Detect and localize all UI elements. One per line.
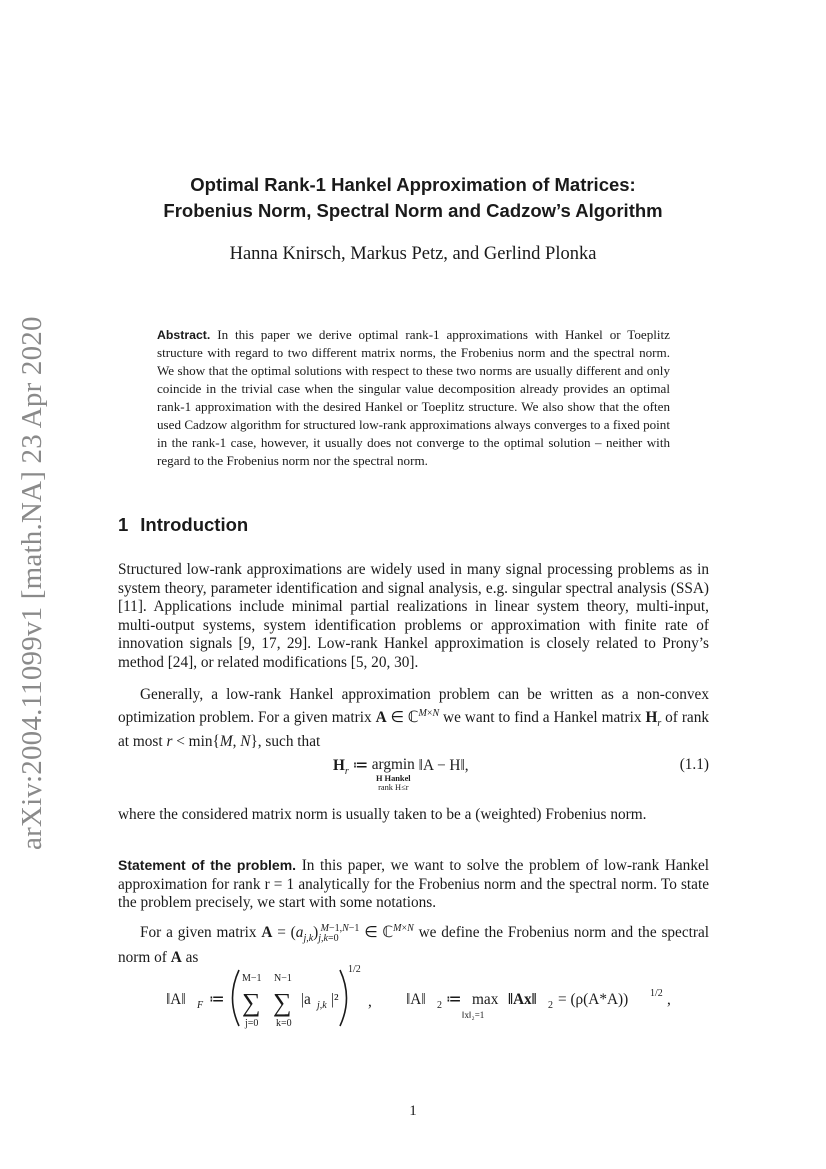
frob-assign: ≔	[209, 991, 225, 1008]
p5-text-2: we define the Frobenius norm and the spectral norm of	[118, 924, 710, 966]
eq1-cond-1: H Hankel	[375, 774, 411, 783]
abstract	[157, 326, 670, 470]
paragraph-5: For a given matrix $A = (a_{j,k})_{j,k=0}^{M-1,N-1}$ ∈ ℂ$^{M\times N}$ we define the Frobenius norm and the spectral norm of A as	[118, 923, 710, 966]
sum1-top: M−1	[242, 973, 262, 984]
statement-label: Statement of the problem.	[118, 857, 297, 873]
p2-text-4: , such that	[257, 733, 321, 751]
term-sq: |²	[331, 991, 339, 1008]
right-paren	[340, 970, 347, 1026]
spec-mid: ‖Ax‖	[508, 991, 537, 1008]
term: |a	[301, 991, 311, 1008]
section-number: 1	[118, 514, 129, 535]
p5-text-3: as	[181, 948, 199, 966]
frob-power: 1/2	[348, 964, 361, 975]
p5-text-1: For a given matrix	[140, 924, 262, 942]
sum1-bot: j=0	[245, 1018, 259, 1029]
sum2-bot: k=0	[276, 1018, 292, 1029]
sum2-sigma: ∑	[273, 988, 292, 1017]
left-paren	[233, 970, 240, 1026]
eq1-lhs: H	[333, 757, 345, 774]
spec-rhs: = (ρ(A*A))	[558, 991, 629, 1008]
spec-rhs-sup: 1/2	[650, 988, 663, 999]
sum2-top: N−1	[274, 973, 292, 984]
sum1-sigma: ∑	[242, 988, 261, 1017]
eq2-end: ,	[667, 991, 671, 1008]
term-sub: j,k	[317, 1000, 327, 1011]
paragraph-1: Structured low-rank approximations are widely used in many signal processing problems as in system theory, parameter identification and signal analysis, e.g. singular spectral analysis (SSA) [11]. Applications include minimal partial realizations in linear system theory, multi-input, multi-output systems, system identification problems or approximation with finite rate of innovation signals [9, 17, 29]. Low-rank Hankel approximation is closely related to Prony’s method [24], or related modifications [5, 20, 30].	[118, 561, 709, 671]
equation-1-1	[118, 756, 709, 796]
spec-assign: ≔	[446, 991, 462, 1008]
paragraph-3: where the considered matrix norm is usually taken to be a (weighted) Frobenius norm.	[118, 806, 647, 823]
frob-lhs: ‖A‖	[166, 991, 186, 1008]
paragraph-2: Generally, a low-rank Hankel approximation problem can be written as a non-convex optimization problem. For a given matrix A ∈ ℂ$^{M\times N}$ we want to find a Hankel matrix $H_r$ of rank at most r < min{M, N}, such that	[118, 686, 709, 751]
eq1-op: argmin	[371, 756, 415, 773]
title-line-1: Optimal Rank-1 Hankel Approximation of Matrices:	[190, 174, 636, 195]
eq1-expr: ‖A − H‖,	[418, 757, 469, 774]
section-title: Introduction	[140, 514, 249, 535]
spec-sub: 2	[437, 1000, 442, 1011]
eq2-sep: ,	[368, 993, 372, 1010]
spec-lhs: ‖A‖	[406, 991, 426, 1008]
page-number: 1	[409, 1103, 417, 1119]
authors: Hanna Knirsch, Markus Petz, and Gerlind Plonka	[229, 244, 597, 264]
eq1-assign: ≔	[352, 757, 368, 774]
arxiv-stamp: arXiv:2004.11099v1 [math.NA] 23 Apr 2020	[16, 316, 48, 850]
eq1-cond-2: rank H≤r	[378, 783, 409, 792]
eq1-argmin	[372, 756, 415, 792]
equation-norms	[118, 960, 709, 1040]
abstract-text: In this paper we derive optimal rank-1 approximations with Hankel or Toeplitz structure with regard to two different matrix norms, the Frobenius norm and the spectral norm. We show that the optimal solutions with respect to these two norms are usually different and only coincide in the trivial case when the singular value decomposition already provides an optimal rank-1 approximation with the desired Hankel or Toeplitz structure. We also show that the often used Cadzow algorithm for structured low-rank approximations always converges to a fixed point in the rank-1 case, however, it usually does not converge to the optimal solution – neither with regard to the Frobenius norm nor the spectral norm.	[157, 327, 670, 468]
paragraph-4	[118, 856, 709, 913]
statement-text: In this paper, we want to solve the problem of low-rank Hankel approximation for rank r = 1 analytically for the Frobenius norm and the spectral norm. To state the problem precisely, we start with some notations.	[118, 857, 710, 912]
abstract-label: Abstract.	[157, 328, 211, 342]
eq1-lhs-sub: r	[344, 766, 349, 778]
p2-text-2: we want to find a Hankel matrix	[439, 708, 646, 726]
frob-sub: F	[197, 1000, 204, 1011]
title-line-2: Frobenius Norm, Spectral Norm and Cadzow’s Algorithm	[163, 200, 663, 221]
max-op: max	[472, 991, 499, 1008]
max-sub: ‖x‖₂=1	[462, 1010, 485, 1020]
section-heading-introduction	[118, 514, 248, 536]
eq1-tag: (1.1)	[679, 756, 709, 773]
p2-text-1: Generally, a low-rank Hankel approximation problem can be written as a non-convex optimization problem. For a given matrix	[118, 686, 709, 726]
paper-title	[118, 172, 708, 224]
spec-mid-sub: 2	[548, 1000, 553, 1011]
p2-text-3: of rank at most	[118, 708, 709, 751]
